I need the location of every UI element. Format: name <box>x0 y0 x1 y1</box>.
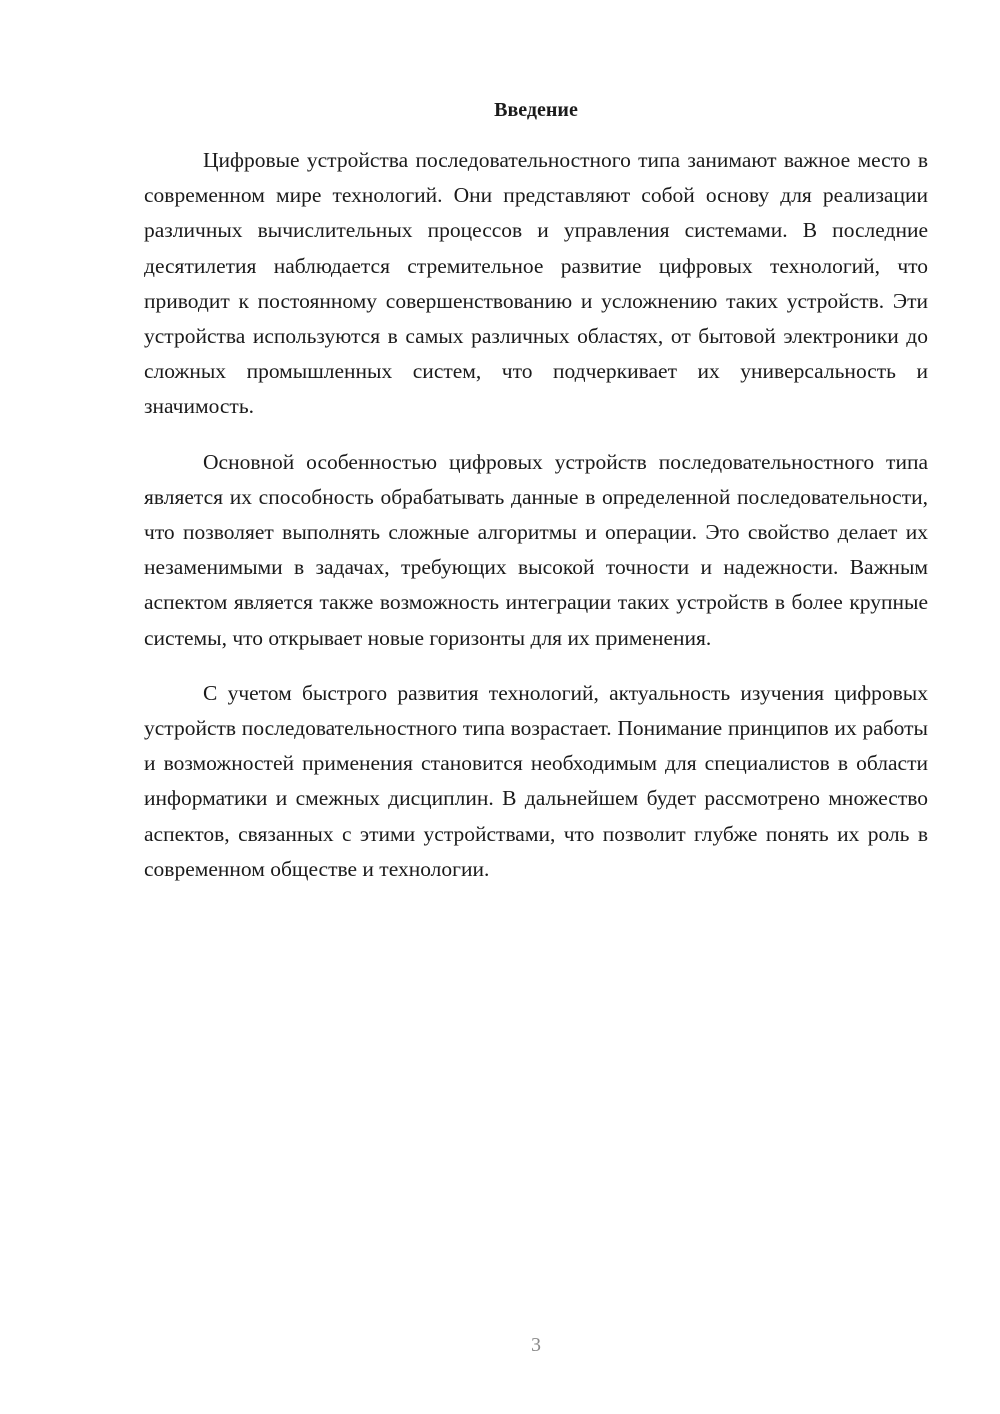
paragraph-2: Основной особенностью цифровых устройств последовательностного типа является их способность обрабатывать данные в определенной последовательности, что позволяет выполнять сложные алгоритмы и операции. Это свойство делает их незаменимыми в задачах, требующих высокой точности и надежности. Важным аспектом является также возможность интеграции таких устройств в более крупные системы, что открывает новые горизонты для их применения. <box>144 449 928 650</box>
page-number: 3 <box>531 1334 541 1356</box>
section-title: Введение <box>494 99 578 121</box>
paragraph-3: С учетом быстрого развития технологий, актуальность изучения цифровых устройств последовательностного типа возрастает. Понимание принципов их работы и возможностей применения становится необходимым для специалистов в области информатики и смежных дисциплин. В дальнейшем будет рассмотрено множество аспектов, связанных с этими устройствами, что позволит глубже понять их роль в современном обществе и технологии. <box>144 680 928 881</box>
document-body <box>144 94 928 907</box>
paragraph-1: Цифровые устройства последовательностного типа занимают важное место в современном мире технологий. Они представляют собой основу для реализации различных вычислительных процессов и управления системами. В последние десятилетия наблюдается стремительное развитие цифровых технологий, что приводит к постоянному совершенствованию и усложнению таких устройств. Эти устройства используются в самых различных областях, от бытовой электроники до сложных промышленных систем, что подчеркивает их универсальность и значимость. <box>144 148 928 419</box>
